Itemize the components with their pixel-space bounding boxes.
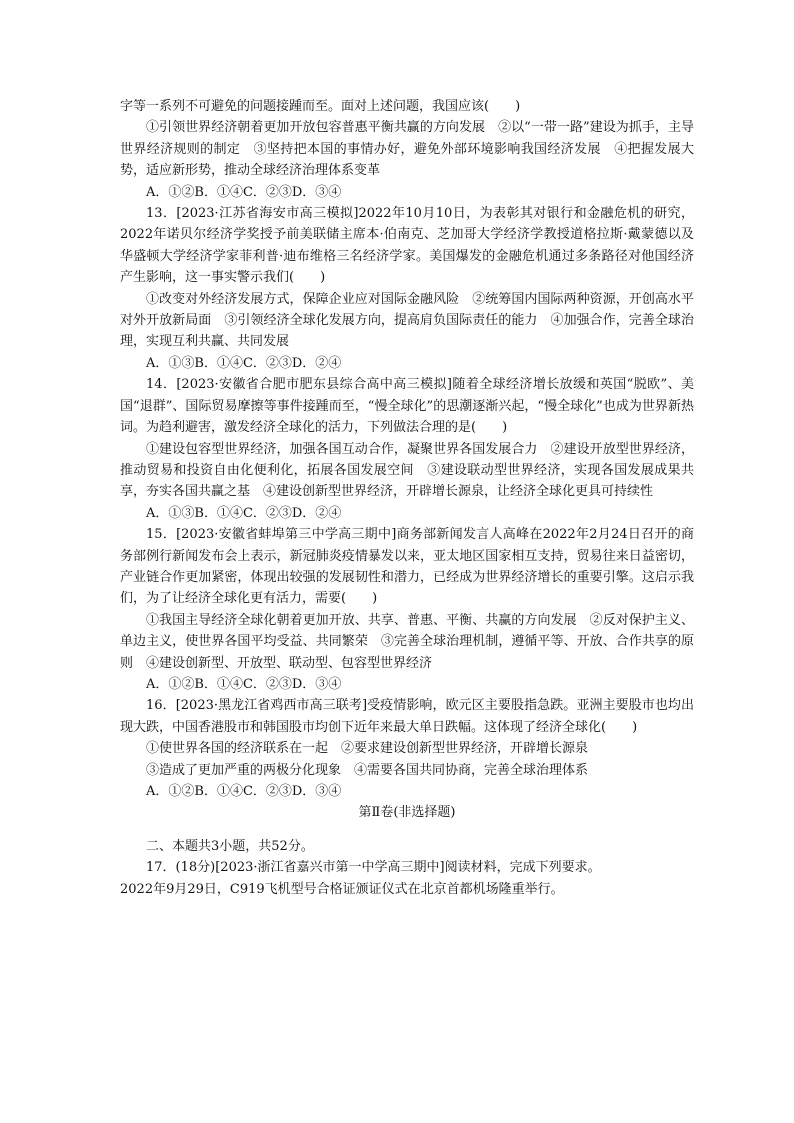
question-stem-continuation: 字等一系列不可避免的问题接踵而至。面对上述问题，我国应该( ) (120, 99, 521, 114)
q17-stem: 17．(18分)[2023·浙江省嘉兴市第一中学高三期中]阅读材料，完成下列要求。 (146, 860, 601, 876)
section-title: 第Ⅱ卷(非选择题) (358, 805, 456, 821)
q12-options: A．①②B．①④C．②③D．③④ (146, 184, 342, 200)
spacer (120, 824, 694, 836)
q14-options: A．①③B．①④C．②③D．②④ (146, 505, 342, 521)
q16-statements-line1: ①使世界各国的经济联系在一起 ②要求建设创新型世界经济，开辟增长源泉 (146, 741, 589, 757)
q12-statements: ①引领世界经济朝着更加开放包容普惠平衡共赢的方向发展 ②以“一带一路”建设为抓手，主导世界经济规则的制定 ③坚持把本国的事情办好，避免外部环境影响我国经济发展 ④把握发展大势，适应新形势，推动全球经济治理体系变革 (120, 120, 694, 179)
part-two-heading: 二、本题共3小题，共52分。 (146, 838, 314, 854)
q15-stem: 15．[2023·安徽省蚌埠第三中学高三期中]商务部新闻发言人高峰在2022年2月24日召开的商务部例行新闻发布会上表示，新冠肺炎疫情暴发以来，亚太地区国家相互支持，贸易往来日益密切，产业链合作更加紧密，体现出较强的发展韧性和潜力，已经成为世界经济增长的重要引擎。这启示我们，为了让经济全球化更有活力，需要( ) (120, 527, 694, 607)
q16-options: A．①②B．①④C．②③D．③④ (146, 784, 342, 799)
q14-statements: ①建设包容型世界经济，加强各国互动合作，凝聚世界各国发展合力 ②建设开放型世界经济，推动贸易和投资自由化便利化，拓展各国发展空间 ③建设联动型世界经济，实现各国发展成果共享，夯实各国共赢之基 ④建设创新型世界经济，开辟增长源泉，让经济全球化更具可持续性 (120, 441, 694, 500)
q15-options: A．①②B．①④C．②③D．③④ (146, 676, 342, 692)
q14-stem: 14．[2023·安徽省合肥市肥东县综合高中高三模拟]随着全球经济增长放缓和英国“脱欧”、美国“退群”、国际贸易摩擦等事件接踵而至，“慢全球化”的思潮逐渐兴起，“慢全球化”也成为世界新热词。为趋利避害，激发经济全球化的活力，下列做法合理的是( ) (120, 377, 694, 436)
q16-stem: 16．[2023·黑龙江省鸡西市高三联考]受疫情影响，欧元区主要股指急跌。亚洲主要股市也均出现大跌，中国香港股市和韩国股市均创下近年来最大单日跌幅。这体现了经济全球化( ) (120, 698, 694, 735)
q15-statements: ①我国主导经济全球化朝着更加开放、共享、普惠、平衡、共赢的方向发展 ②反对保护主义、单边主义，使世界各国平均受益、共同繁荣 ③完善全球治理机制，遵循平等、开放、合作共享的原则 ④建设创新型、开放型、联动型、包容型世界经济 (120, 612, 694, 671)
q17-material: 2022年9月29日，C919飞机型号合格证颁证仪式在北京首都机场隆重举行。 (120, 881, 564, 897)
q13-statements: ①改变对外经济发展方式，保障企业应对国际金融风险 ②统筹国内国际两种资源，开创高水平对外开放新局面 ③引领经济全球化发展方向，提高肩负国际责任的能力 ④加强合作，完善全球治理，实现互利共赢、共同发展 (120, 291, 694, 350)
q16-statements-line2: ③造成了更加严重的两极分化现象 ④需要各国共同协商，完善全球治理体系 (146, 762, 589, 778)
q13-stem: 13．[2023·江苏省海安市高三模拟]2022年10月10日，为表彰其对银行和金融危机的研究，2022年诺贝尔经济学奖授予前美联储主席本·伯南克、芝加哥大学经济学教授道格拉斯·戴蒙德以及华盛顿大学经济学家菲利普·迪布维格三名经济学家。美国爆发的金融危机通过多条路径对他国经济产生影响，这一事实警示我们( ) (120, 206, 694, 286)
q13-options: A．①③B．①④C．②③D．②④ (146, 355, 342, 371)
